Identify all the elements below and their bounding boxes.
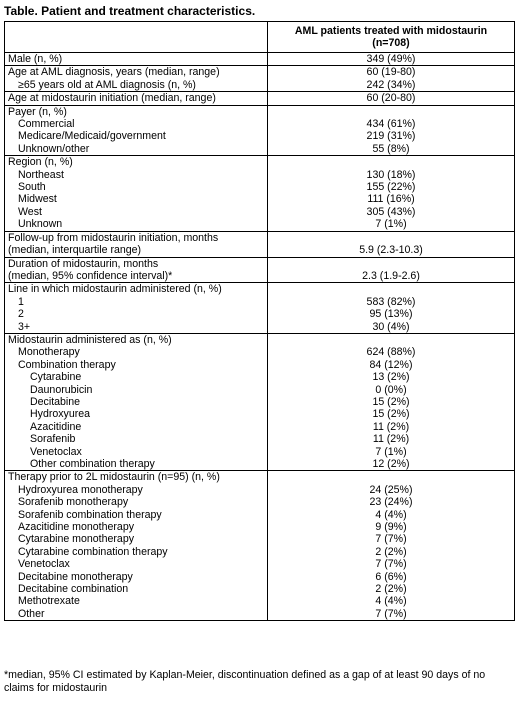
header-cohort-label: AML patients treated with midostaurin xyxy=(294,24,488,37)
value-cell xyxy=(268,471,515,621)
characteristic-value: 7 (7%) xyxy=(375,558,407,571)
characteristic-label: Other xyxy=(18,607,45,620)
characteristic-label: Medicare/Medicaid/government xyxy=(18,130,166,143)
characteristic-value xyxy=(271,156,511,168)
characteristic-value: 7 (7%) xyxy=(375,533,407,546)
characteristic-label: Daunorubicin xyxy=(30,383,93,396)
characteristic-label: 2 xyxy=(18,308,24,321)
characteristic-value: 5.9 (2.3-10.3) xyxy=(359,244,423,257)
characteristic-label: Midostaurin administered as (n, %) xyxy=(8,333,172,346)
table-row xyxy=(5,333,515,470)
characteristic-value: 130 (18%) xyxy=(366,168,416,181)
characteristic-label: Decitabine combination xyxy=(18,583,129,596)
table-title: Table. Patient and treatment characteristics. xyxy=(4,4,256,18)
characteristic-label: Cytarabine xyxy=(30,371,82,384)
table-row xyxy=(5,471,515,621)
table-row xyxy=(5,156,515,231)
characteristic-label: Duration of midostaurin, months xyxy=(8,257,159,270)
characteristic-label: Unknown xyxy=(18,218,63,231)
characteristic-label: Decitabine monotherapy xyxy=(18,570,133,583)
characteristic-value: 219 (31%) xyxy=(366,130,416,143)
value-cell xyxy=(268,156,515,231)
characteristic-cell xyxy=(5,53,268,66)
characteristic-label: Line in which midostaurin administered (n, %) xyxy=(8,283,222,296)
characteristic-label: South xyxy=(18,181,46,194)
characteristic-value xyxy=(271,471,511,483)
characteristic-value: 434 (61%) xyxy=(366,118,416,131)
value-cell xyxy=(268,66,515,92)
value-cell xyxy=(268,257,515,283)
characteristic-cell xyxy=(5,257,268,283)
characteristics-table xyxy=(4,21,515,621)
characteristic-label: (median, 95% confidence interval)* xyxy=(8,269,173,282)
characteristic-cell xyxy=(5,105,268,156)
characteristic-value: 60 (19-80) xyxy=(366,66,416,79)
characteristic-label: Azacitidine xyxy=(30,420,82,433)
characteristic-label: Follow-up from midostaurin initiation, months xyxy=(8,231,219,244)
characteristic-label: Other combination therapy xyxy=(30,458,155,470)
value-cell xyxy=(268,92,515,105)
characteristic-label: Northeast xyxy=(18,168,64,181)
characteristic-value xyxy=(271,232,511,244)
characteristic-value: 6 (6%) xyxy=(375,570,407,583)
header-cell-cohort xyxy=(268,22,515,53)
characteristic-label: Unknown/other xyxy=(18,142,90,155)
characteristic-value: 111 (16%) xyxy=(367,193,415,206)
characteristic-label: Commercial xyxy=(18,118,75,131)
characteristic-cell xyxy=(5,471,268,621)
characteristic-value: 349 (49%) xyxy=(366,53,416,65)
characteristic-value: 155 (22%) xyxy=(366,181,416,194)
characteristic-label: Age at AML diagnosis, years (median, range) xyxy=(8,66,220,79)
characteristic-value: 4 (4%) xyxy=(375,595,407,608)
characteristic-label: 3+ xyxy=(18,320,31,333)
characteristic-value: 24 (25%) xyxy=(369,483,413,496)
characteristic-value xyxy=(271,106,511,118)
header-cell-characteristic xyxy=(5,22,268,53)
characteristic-value: 12 (2%) xyxy=(372,458,410,470)
characteristic-label: Monotherapy xyxy=(18,346,80,359)
characteristic-label: Cytarabine monotherapy xyxy=(18,533,135,546)
characteristic-label: West xyxy=(18,205,42,218)
characteristic-value: 15 (2%) xyxy=(372,408,410,421)
header-cohort-n: (n=708) xyxy=(372,37,410,49)
characteristic-label: Hydroxyurea xyxy=(30,408,91,421)
characteristic-label: Methotrexate xyxy=(18,595,80,608)
characteristic-value: 305 (43%) xyxy=(366,205,416,218)
characteristic-value: 84 (12%) xyxy=(369,358,413,371)
characteristic-label: Sorafenib monotherapy xyxy=(18,496,129,509)
characteristic-label: Venetoclax xyxy=(18,558,70,571)
characteristic-label: Sorafenib combination therapy xyxy=(18,508,162,521)
characteristic-value: 2.3 (1.9-2.6) xyxy=(362,269,420,282)
characteristic-value: 624 (88%) xyxy=(366,346,416,359)
characteristic-label: Midwest xyxy=(18,193,57,206)
characteristic-label: Venetoclax xyxy=(30,445,82,458)
characteristic-label: Combination therapy xyxy=(18,358,116,371)
characteristic-value: 15 (2%) xyxy=(372,395,410,408)
characteristic-value: 0 (0%) xyxy=(375,383,407,396)
characteristic-value: 7 (7%) xyxy=(375,607,407,620)
characteristic-value: 9 (9%) xyxy=(375,521,407,534)
value-cell xyxy=(268,53,515,66)
table-row xyxy=(5,92,515,105)
characteristic-label: Payer (n, %) xyxy=(8,105,67,118)
table-row xyxy=(5,105,515,156)
characteristic-value: 4 (4%) xyxy=(375,508,407,521)
characteristic-value: 60 (20-80) xyxy=(366,92,416,105)
value-cell xyxy=(268,105,515,156)
value-cell xyxy=(268,283,515,334)
characteristic-label: Sorafenib xyxy=(30,433,76,446)
characteristic-cell xyxy=(5,92,268,105)
characteristic-value xyxy=(271,283,511,295)
value-cell xyxy=(268,333,515,470)
table-footnote: *median, 95% CI estimated by Kaplan-Meier, discontinuation defined as a gap of at least 90 days of no claims for midostaurin xyxy=(4,669,486,694)
characteristic-value xyxy=(271,258,511,270)
characteristic-cell xyxy=(5,156,268,231)
characteristic-cell xyxy=(5,283,268,334)
characteristic-value: 23 (24%) xyxy=(369,496,413,509)
characteristic-cell xyxy=(5,231,268,257)
characteristic-label: ≥65 years old at AML diagnosis (n, %) xyxy=(18,78,196,91)
characteristic-label: Cytarabine combination therapy xyxy=(18,545,168,558)
table-row xyxy=(5,231,515,257)
characteristic-cell xyxy=(5,333,268,470)
characteristic-value: 11 (2%) xyxy=(372,433,410,446)
characteristic-value: 242 (34%) xyxy=(366,78,416,91)
characteristic-label: Decitabine xyxy=(30,395,81,408)
characteristic-label: Region (n, %) xyxy=(8,156,73,169)
table-row xyxy=(5,53,515,66)
characteristic-value: 95 (13%) xyxy=(369,308,413,321)
characteristic-label: Hydroxyurea monotherapy xyxy=(18,483,143,496)
table-row xyxy=(5,257,515,283)
characteristic-value xyxy=(271,334,511,346)
characteristic-label: 1 xyxy=(18,295,24,308)
characteristic-value: 13 (2%) xyxy=(372,371,410,384)
value-cell xyxy=(268,231,515,257)
characteristic-label: Therapy prior to 2L midostaurin (n=95) (n, %) xyxy=(8,471,220,484)
table-row xyxy=(5,283,515,334)
characteristic-value: 30 (4%) xyxy=(372,320,410,333)
characteristic-label: Azacitidine monotherapy xyxy=(18,521,135,534)
characteristic-value: 7 (1%) xyxy=(375,445,407,458)
table-row xyxy=(5,66,515,92)
characteristic-value: 7 (1%) xyxy=(375,218,407,231)
characteristic-value: 55 (8%) xyxy=(372,142,410,155)
characteristic-label: Male (n, %) xyxy=(8,53,63,65)
table-header-row xyxy=(5,22,515,53)
characteristic-value: 2 (2%) xyxy=(375,545,407,558)
characteristic-label: Age at midostaurin initiation (median, range) xyxy=(8,92,216,105)
characteristic-cell xyxy=(5,66,268,92)
characteristic-value: 583 (82%) xyxy=(366,295,416,308)
characteristic-value: 2 (2%) xyxy=(375,583,407,596)
characteristic-value: 11 (2%) xyxy=(372,420,410,433)
characteristic-label: (median, interquartile range) xyxy=(8,244,142,257)
